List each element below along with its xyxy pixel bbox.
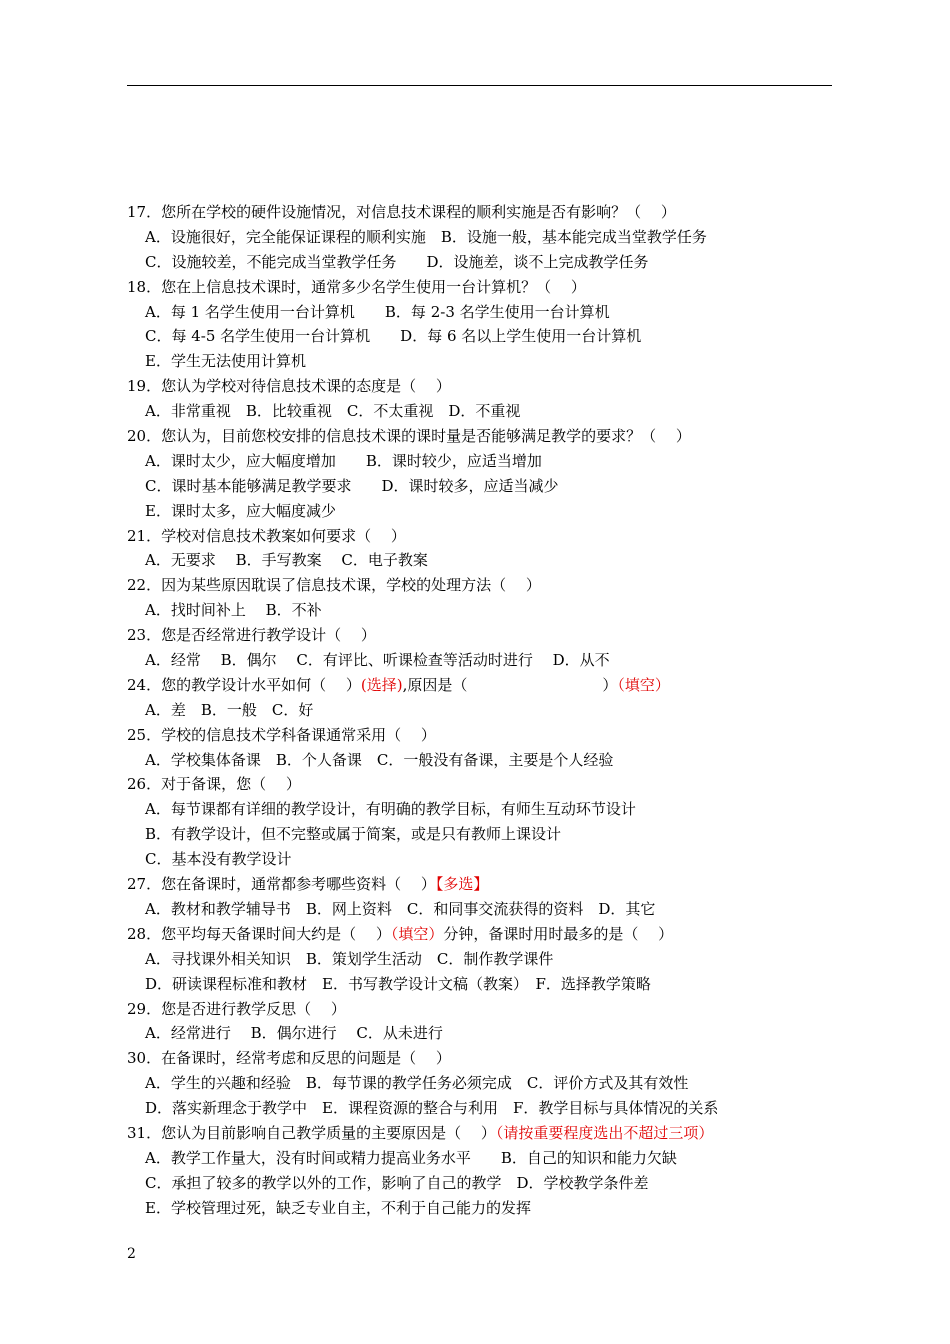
option-line [127, 822, 827, 847]
line-text: E．课时太多，应大幅度减少 [145, 501, 336, 520]
question-line [127, 573, 827, 598]
line-text: 22．因为某些原因耽误了信息技术课，学校的处理方法（ ） [127, 576, 541, 595]
option-line [127, 349, 827, 374]
red-annotation: (选择) [360, 675, 403, 694]
line-text: 31．您认为目前影响自己教学质量的主要原因是（ ） [127, 1123, 496, 1142]
option-line [127, 797, 827, 822]
line-text: C．设施较差，不能完成当堂教学任务 D．设施差，谈不上完成教学任务 [145, 252, 649, 271]
question-line [127, 524, 827, 549]
option-line [127, 972, 827, 997]
line-text: B．有教学设计，但不完整或属于简案，或是只有教师上课设计 [145, 825, 562, 844]
header-rule [127, 85, 832, 86]
question-line [127, 275, 827, 300]
question-line [127, 623, 827, 648]
line-text-continued: 分钟，备课时用时最多的是（ ） [443, 924, 674, 943]
option-line [127, 300, 827, 325]
line-text-continued: ,原因是（ ） [402, 675, 618, 694]
option-line [127, 449, 827, 474]
red-annotation: （请按重要程度选出不超过三项） [495, 1123, 714, 1142]
line-text: A．差 B．一般 C．好 [145, 700, 314, 719]
question-line [127, 772, 827, 797]
line-text: 30．在备课时，经常考虑和反思的问题是（ ） [127, 1049, 451, 1068]
option-line [127, 548, 827, 573]
question-line [127, 673, 827, 698]
page-number: 2 [127, 1246, 136, 1262]
line-text: A．找时间补上 B．不补 [145, 601, 322, 620]
line-text: C．每 4-5 名学生使用一台计算机 D．每 6 名以上学生使用一台计算机 [145, 327, 642, 346]
option-line [127, 1146, 827, 1171]
question-line [127, 1121, 827, 1146]
question-line [127, 374, 827, 399]
line-text: 27．您在备课时，通常都参考哪些资料（ ） [127, 875, 436, 894]
line-text: 28．您平均每天备课时间大约是（ ） [127, 924, 391, 943]
option-line [127, 947, 827, 972]
line-text: C．课时基本能够满足教学要求 D．课时较多，应适当减少 [145, 476, 559, 495]
line-text: A．教学工作量大，没有时间或精力提高业务水平 B．自己的知识和能力欠缺 [145, 1148, 677, 1167]
option-line [127, 748, 827, 773]
line-text: 23．您是否经常进行教学设计（ ） [127, 626, 376, 645]
line-text: A．学校集体备课 B．个人备课 C．一般没有备课，主要是个人经验 [145, 750, 614, 769]
line-text: 29．您是否进行教学反思（ ） [127, 999, 346, 1018]
red-annotation: （填空） [617, 675, 670, 694]
line-text: A．每节课都有详细的教学设计，有明确的教学目标，有师生互动环节设计 [145, 800, 636, 819]
line-text: D．落实新理念于教学中 E．课程资源的整合与利用 F．教学目标与具体情况的关系 [145, 1099, 719, 1118]
line-text: D．研读课程标准和教材 E．书写教学设计文稿（教案） F．选择教学策略 [145, 974, 651, 993]
question-line [127, 200, 827, 225]
question-list [127, 200, 827, 1221]
option-line [127, 598, 827, 623]
question-line [127, 872, 827, 897]
option-line [127, 250, 827, 275]
line-text: C．承担了较多的教学以外的工作，影响了自己的教学 D．学校教学条件差 [145, 1173, 649, 1192]
line-text: A．无要求 B．手写教案 C．电子教案 [145, 551, 428, 570]
line-text: A．学生的兴趣和经验 B．每节课的教学任务必须完成 C．评价方式及其有效性 [145, 1074, 689, 1093]
line-text: 17．您所在学校的硬件设施情况，对信息技术课程的顺利实施是否有影响？（ ） [127, 203, 676, 221]
line-text: 21．学校对信息技术教案如何要求（ ） [127, 526, 406, 545]
option-line [127, 324, 827, 349]
line-text: 26．对于备课，您（ ） [127, 775, 301, 794]
option-line [127, 1071, 827, 1096]
option-line [127, 847, 827, 872]
red-annotation: 【多选】 [435, 875, 489, 894]
line-text: A．寻找课外相关知识 B．策划学生活动 C．制作教学课件 [145, 949, 554, 968]
option-line [127, 897, 827, 922]
question-line [127, 922, 827, 947]
line-text: 18．您在上信息技术课时，通常多少名学生使用一台计算机？（ ） [127, 277, 586, 296]
line-text: E．学生无法使用计算机 [145, 352, 306, 371]
option-line [127, 1171, 827, 1196]
question-line [127, 997, 827, 1022]
option-line [127, 1096, 827, 1121]
red-annotation: （填空） [390, 924, 444, 943]
option-line [127, 698, 827, 723]
line-text: E．学校管理过死，缺乏专业自主，不利于自己能力的发挥 [145, 1198, 531, 1217]
line-text: A．经常 B．偶尔 C．有评比、听课检查等活动时进行 D．从不 [145, 651, 610, 670]
line-text: A．经常进行 B．偶尔进行 C．从未进行 [145, 1024, 443, 1043]
option-line [127, 399, 827, 424]
line-text: C．基本没有教学设计 [145, 850, 292, 869]
line-text: A．课时太少，应大幅度增加 B．课时较少，应适当增加 [145, 451, 542, 470]
line-text: A．设施很好，完全能保证课程的顺利实施 B．设施一般，基本能完成当堂教学任务 [145, 227, 707, 246]
line-text: A．每 1 名学生使用一台计算机 B．每 2-3 名学生使用一台计算机 [145, 302, 610, 321]
line-text: 20．您认为，目前您校安排的信息技术课的课时量是否能够满足教学的要求？（ ） [127, 427, 691, 446]
option-line [127, 499, 827, 524]
line-text: A．非常重视 B．比较重视 C．不太重视 D．不重视 [145, 402, 521, 421]
option-line [127, 225, 827, 250]
line-text: 19．您认为学校对待信息技术课的态度是（ ） [127, 377, 451, 396]
option-line [127, 474, 827, 499]
option-line [127, 1196, 827, 1221]
option-line [127, 648, 827, 673]
question-line [127, 1046, 827, 1071]
line-text: 25．学校的信息技术学科备课通常采用（ ） [127, 725, 436, 744]
line-text: 24．您的教学设计水平如何（ ） [127, 675, 361, 694]
option-line [127, 1021, 827, 1046]
question-line [127, 424, 827, 449]
question-line [127, 723, 827, 748]
line-text: A．教材和教学辅导书 B．网上资料 C．和同事交流获得的资料 D．其它 [145, 899, 656, 918]
